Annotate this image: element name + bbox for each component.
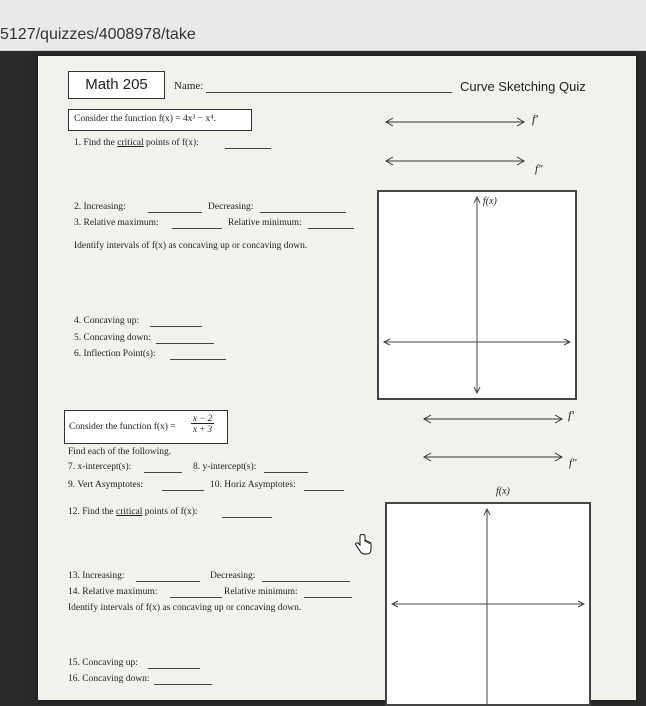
concavity-prompt-2: Identify intervals of f(x) as concaving up or concaving down. [68,603,302,613]
q1-rest: points of f(x): [143,138,199,148]
q2-label: 2. Increasing: [74,202,126,212]
q8-line[interactable] [264,472,308,473]
q1-answer-line[interactable] [225,148,271,149]
graph-2-fx-label: f(x) [496,486,510,497]
q3-relmin-label: Relative minimum: [228,218,302,228]
f-prime-label-1: f′ [532,112,538,126]
function-box-2 [64,410,228,444]
q15-line[interactable] [148,668,200,669]
q13-increasing-line[interactable] [136,581,200,582]
q5-label: 5. Concaving down: [74,333,151,343]
graph-grid-2[interactable] [385,502,591,706]
function-1-text: Consider the function f(x) = 4x³ − x⁴. [74,114,216,124]
q6-line[interactable] [170,359,226,360]
name-label: Name: [174,80,204,92]
q2-increasing-line[interactable] [148,212,202,213]
q3-label: 3. Relative maximum: [74,218,159,228]
q6-label: 6. Inflection Point(s): [74,349,156,359]
fraction-numerator: x − 2 [193,413,213,423]
function-2-prefix: Consider the function f(x) = [69,422,176,432]
f-double-prime-number-line [384,153,534,173]
q16-line[interactable] [154,684,212,685]
q9-label: 9. Vert Asymptotes: [68,480,144,490]
quiz-page [38,56,636,700]
q1-text: Find the [83,138,118,148]
q2-decreasing-label: Decreasing: [208,202,254,212]
graph-1-fx-label: f(x) [483,196,497,207]
q12-rest: points of f(x): [142,507,198,517]
q3-relmax-line[interactable] [172,228,222,229]
function-2-fraction [191,413,214,434]
name-line [206,92,452,93]
graph-grid-1[interactable] [377,190,577,400]
q13-label: 13. Increasing: [68,571,125,581]
q13-decreasing-line[interactable] [262,581,350,582]
q14-relmax-line[interactable] [170,597,222,598]
course-title-box [68,71,165,99]
f-double-prime-label-1: f″ [535,163,543,175]
find-each-text: Find each of the following. [68,447,172,457]
q14-relmin-label: Relative minimum: [224,587,298,597]
fraction-denominator: x + 3 [193,424,213,434]
f-prime-number-line-2 [422,411,582,431]
browser-url-bar[interactable] [0,0,646,51]
quiz-title: Curve Sketching Quiz [460,79,586,94]
q4-label: 4. Concaving up: [74,316,140,326]
q9-line[interactable] [162,490,204,491]
concavity-prompt-1: Identify intervals of f(x) as concaving up or concaving down. [74,241,308,251]
q13-decreasing-label: Decreasing: [210,571,256,581]
graph-1-axes [379,192,575,398]
q16-label: 16. Concaving down: [68,674,150,684]
q12-underlined: critical [116,507,143,517]
q7-line[interactable] [144,472,182,473]
q3-relmin-line[interactable] [308,228,354,229]
course-title: Math 205 [85,76,148,93]
q2-decreasing-line[interactable] [260,212,346,213]
f-double-prime-label-2: f″ [569,457,577,469]
q10-line[interactable] [304,490,344,491]
f-prime-number-line [384,114,534,134]
q1-underlined: critical [117,138,144,148]
q5-line[interactable] [156,343,214,344]
q4-line[interactable] [150,326,202,327]
q7-label: 7. x-intercept(s): [68,462,132,472]
q14-relmin-line[interactable] [304,597,352,598]
q12-text: 12. Find the [68,507,117,517]
f-prime-label-2: f′ [568,408,574,422]
q10-label: 10. Horiz Asymptotes: [210,480,296,490]
graph-2-axes [387,504,589,704]
q12-line[interactable] [222,517,272,518]
q8-label: 8. y-intercept(s): [193,462,257,472]
q1-number: 1. [74,138,82,148]
hand-cursor-icon [354,534,372,556]
f-double-prime-number-line-2 [422,449,582,469]
url-text[interactable]: 5127/quizzes/4008978/take [0,26,196,43]
q15-label: 15. Concaving up: [68,658,138,668]
function-box-1 [68,109,252,131]
question-1 [74,138,199,148]
question-12 [68,507,198,517]
q14-label: 14. Relative maximum: [68,587,158,597]
